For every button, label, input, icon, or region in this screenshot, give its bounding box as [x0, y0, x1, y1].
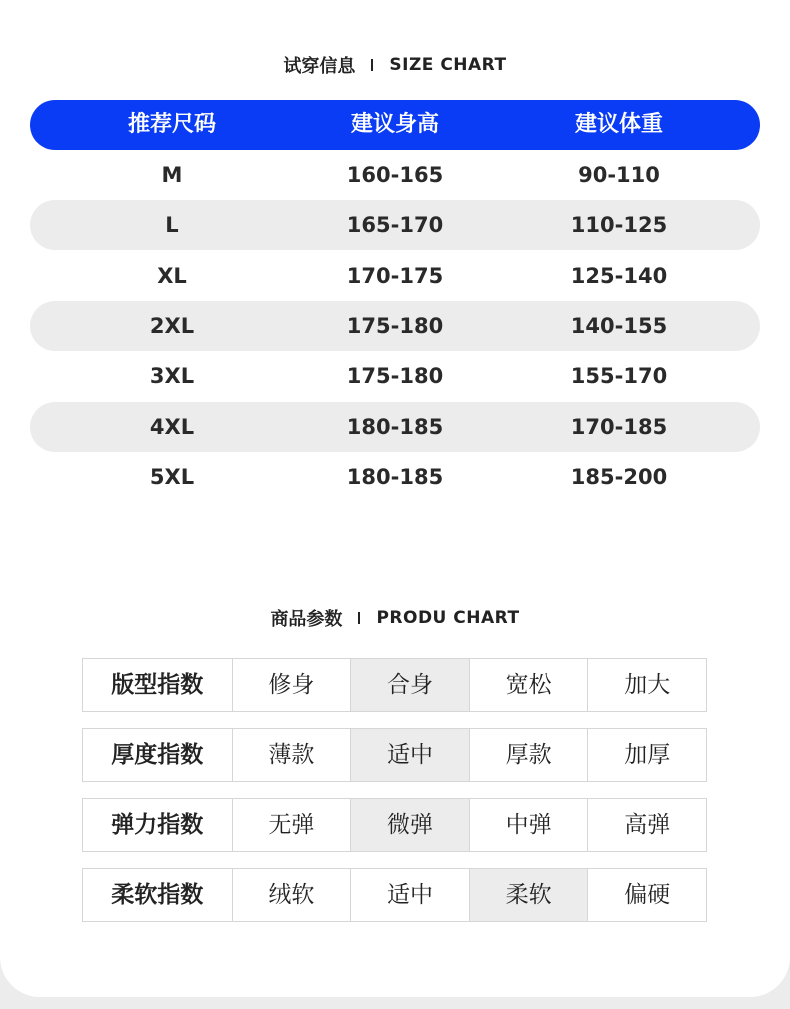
height-cell: 170-175 [346, 263, 444, 288]
table-row [30, 452, 760, 502]
size-cell: 3XL [149, 364, 195, 389]
param-option-selected: 柔软 [469, 869, 588, 921]
param-row [82, 798, 707, 852]
param-option: 绒软 [232, 869, 351, 921]
param-option: 宽松 [469, 659, 588, 711]
weight-cell: 155-170 [570, 364, 668, 389]
product-params-title-en: PRODU CHART [376, 608, 520, 628]
height-cell: 180-185 [346, 414, 444, 439]
product-params-title-cn: 商品参数 [270, 609, 343, 630]
size-cell: L [165, 213, 179, 238]
param-option: 偏硬 [587, 869, 706, 921]
header-size: 推荐尺码 [127, 112, 216, 137]
param-option: 薄款 [232, 729, 351, 781]
param-option: 修身 [232, 659, 351, 711]
product-params-title [0, 605, 790, 631]
height-cell: 160-165 [346, 163, 444, 187]
param-row [82, 868, 707, 922]
param-option: 中弹 [469, 799, 588, 851]
weight-cell: 140-155 [570, 313, 668, 338]
param-option-selected: 合身 [350, 659, 469, 711]
table-row [30, 402, 760, 452]
weight-cell: 90-110 [578, 163, 660, 187]
size-cell: 5XL [149, 464, 195, 489]
table-row [30, 150, 760, 200]
table-row [30, 200, 760, 250]
size-chart-title-en: SIZE CHART [389, 55, 507, 75]
size-cell: 4XL [149, 414, 195, 439]
param-option-selected: 微弹 [350, 799, 469, 851]
param-label: 弹力指数 [111, 812, 204, 838]
size-cell: M [161, 163, 183, 187]
table-row [30, 251, 760, 301]
param-option: 加大 [587, 659, 706, 711]
table-row [30, 301, 760, 351]
table-row [30, 351, 760, 401]
param-label: 柔软指数 [111, 882, 204, 908]
size-chart-title-cn: 试穿信息 [283, 56, 356, 77]
param-option: 无弹 [232, 799, 351, 851]
size-cell: XL [157, 263, 187, 288]
param-row [82, 728, 707, 782]
weight-cell: 110-125 [570, 213, 668, 238]
title-separator [371, 59, 373, 71]
weight-cell: 170-185 [570, 414, 668, 439]
header-height: 建议身高 [350, 112, 439, 137]
param-label: 版型指数 [111, 672, 204, 698]
height-cell: 175-180 [346, 364, 444, 389]
param-option: 厚款 [469, 729, 588, 781]
header-weight: 建议体重 [574, 112, 663, 137]
weight-cell: 185-200 [570, 464, 668, 489]
size-chart-header [30, 100, 760, 150]
param-option-selected: 适中 [350, 729, 469, 781]
weight-cell: 125-140 [570, 263, 668, 288]
height-cell: 180-185 [346, 464, 444, 489]
size-chart-title [0, 52, 790, 78]
param-option: 适中 [350, 869, 469, 921]
title-separator [358, 612, 360, 624]
param-label: 厚度指数 [111, 742, 204, 768]
param-option: 高弹 [587, 799, 706, 851]
height-cell: 165-170 [346, 213, 444, 238]
param-option: 加厚 [587, 729, 706, 781]
height-cell: 175-180 [346, 313, 444, 338]
size-cell: 2XL [149, 313, 195, 338]
param-row [82, 658, 707, 712]
